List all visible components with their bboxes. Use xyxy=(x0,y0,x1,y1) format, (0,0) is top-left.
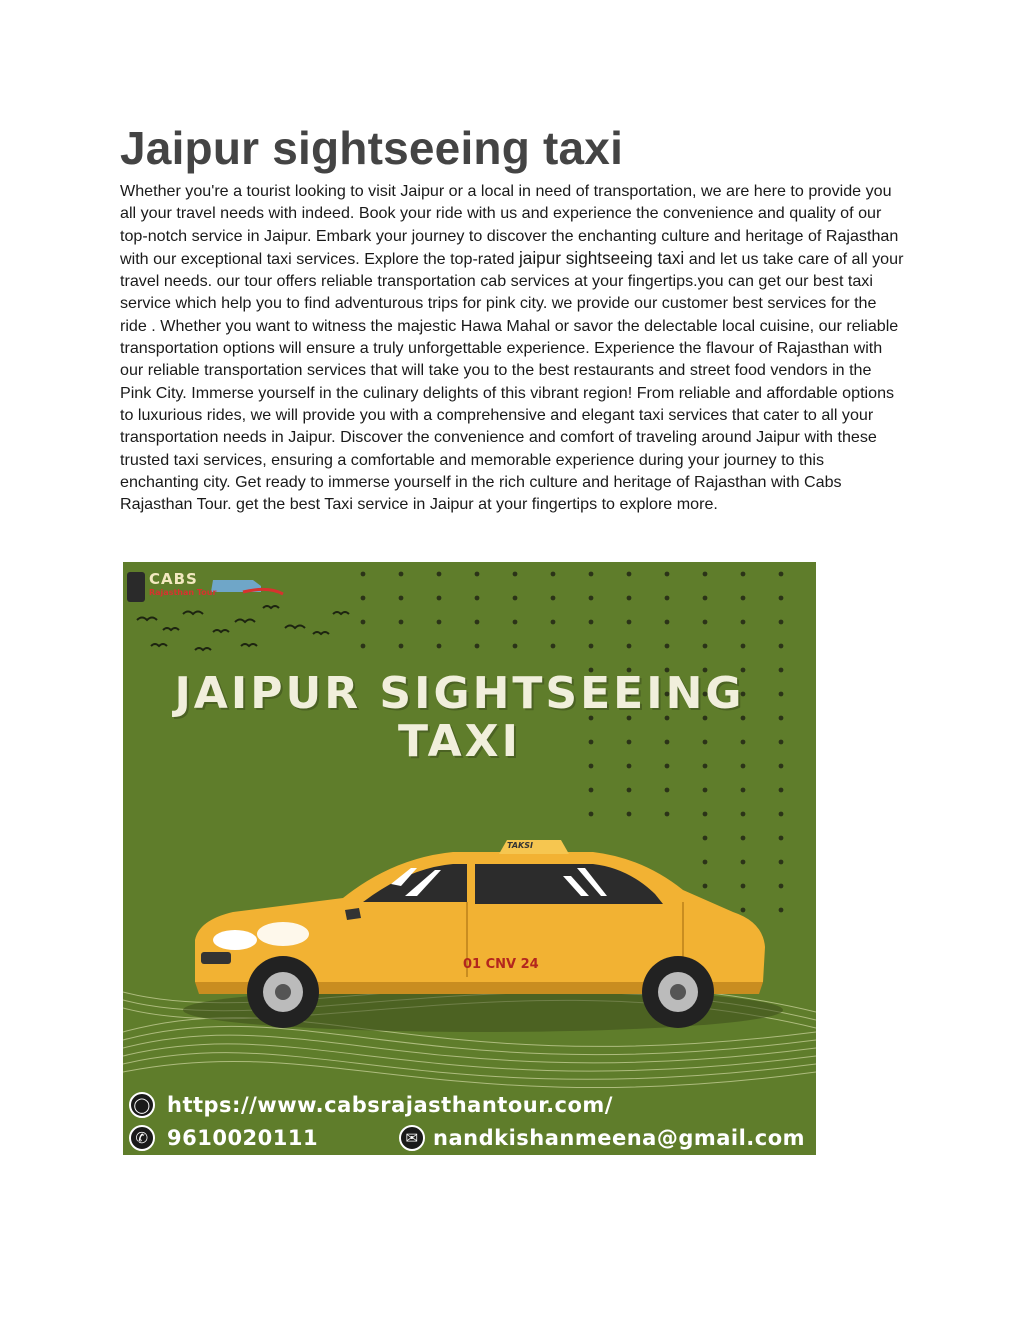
decor-dot xyxy=(589,644,594,649)
decor-dot xyxy=(741,836,746,841)
poster-logo-name: CABS xyxy=(149,570,198,588)
decor-dot xyxy=(665,644,670,649)
decor-dot xyxy=(703,836,708,841)
decor-dot xyxy=(475,572,480,577)
paragraph-text-start: Whether you're a tourist looking to visit Jaipur or a local in need of transportation, we are here to provide you all your travel needs with indeed. Book your ride with us and experience the convenience and quality of our top-notch service in Jaipur. Embark your journey to discover the enchanting culture and heritage of Rajasthan with our exceptional taxi services. Explore the top-rated xyxy=(120,182,899,268)
decor-dot xyxy=(779,860,784,865)
decor-dot xyxy=(779,596,784,601)
decor-dot xyxy=(475,644,480,649)
decor-dot xyxy=(437,644,442,649)
globe-icon: ◯ xyxy=(129,1092,155,1118)
decor-dot xyxy=(665,572,670,577)
decor-dot xyxy=(779,836,784,841)
poster-url: https://www.cabsrajasthantour.com/ xyxy=(167,1093,613,1117)
taxi-poster-image xyxy=(123,562,816,1155)
phone-icon: ✆ xyxy=(129,1125,155,1151)
poster-phone-row xyxy=(129,1125,318,1151)
decor-dot xyxy=(741,620,746,625)
poster-headline-line1: JAIPUR SIGHTSEEING xyxy=(174,668,745,719)
decor-dot xyxy=(589,596,594,601)
decor-dot xyxy=(741,884,746,889)
decor-dot xyxy=(665,788,670,793)
decor-dot xyxy=(399,572,404,577)
decor-dot xyxy=(741,596,746,601)
decor-dot xyxy=(551,596,556,601)
decor-dot xyxy=(779,884,784,889)
poster-email-row xyxy=(399,1125,805,1151)
poster-email: nandkishanmeena@gmail.com xyxy=(433,1126,806,1150)
decor-dot xyxy=(475,596,480,601)
decor-dot xyxy=(551,572,556,577)
paragraph-keyword: jaipur sightseeing taxi xyxy=(518,247,685,268)
decor-dot xyxy=(627,812,632,817)
decor-dot xyxy=(513,644,518,649)
decor-dot xyxy=(779,644,784,649)
mail-icon: ✉ xyxy=(399,1125,425,1151)
body-paragraph xyxy=(120,180,906,515)
decor-dot xyxy=(703,812,708,817)
decor-dot xyxy=(513,596,518,601)
decor-dot xyxy=(779,908,784,913)
decor-dot xyxy=(665,620,670,625)
poster-graphic xyxy=(123,562,816,1155)
decor-dot xyxy=(741,788,746,793)
decor-dot xyxy=(779,788,784,793)
decor-dot xyxy=(589,620,594,625)
decor-dot xyxy=(551,644,556,649)
decor-dot xyxy=(779,572,784,577)
poster-headline-line2: TAXI xyxy=(398,716,521,767)
decor-dot xyxy=(665,812,670,817)
decor-dot xyxy=(513,572,518,577)
decor-dot xyxy=(399,644,404,649)
decor-dot xyxy=(665,596,670,601)
taxi-plate-text: 01 CNV 24 xyxy=(463,957,539,972)
decor-dot xyxy=(627,644,632,649)
decor-dot xyxy=(399,596,404,601)
decor-dot xyxy=(627,620,632,625)
decor-dot xyxy=(361,644,366,649)
decor-dot xyxy=(627,596,632,601)
decor-dot xyxy=(589,788,594,793)
decor-dot xyxy=(703,572,708,577)
decor-dot xyxy=(589,572,594,577)
decor-dot xyxy=(361,596,366,601)
taxi-roof-sign: TAKSI xyxy=(507,841,533,850)
decor-dot xyxy=(703,788,708,793)
paragraph-text-end: and let us take care of all your travel needs. our tour offers reliable transportation cab services at your fingertips.you can get our best taxi service which help you to find adventurous trips for pink city. we provide our customer best services for the ride . Whether you want to witness the majestic Hawa Mahal or savor the delectable local cuisine, our reliable transportation options will ensure a truly unforgettable experience. Experience the flavour of Rajasthan with our reliable transportation services that will take you to the best restaurants and street food vendors in the Pink City. Immerse yourself in the culinary delights of this vibrant region! From reliable and affordable options to luxurious rides, we will provide you with a comprehensive and elegant taxi services that cater to all your transportation needs in Jaipur. Discover the convenience and comfort of traveling around Jaipur with these trusted taxi services, ensuring a comfortable and memorable experience during your journey to this enchanting city. Get ready to immerse yourself in the rich culture and heritage of Rajasthan with Cabs Rajasthan Tour. get the best Taxi service in Jaipur at your fingertips to explore more. xyxy=(120,249,904,514)
decor-dot xyxy=(551,620,556,625)
decor-dot xyxy=(475,620,480,625)
decor-dot xyxy=(589,812,594,817)
decor-dot xyxy=(399,620,404,625)
decor-dot xyxy=(703,596,708,601)
decor-dot xyxy=(703,644,708,649)
poster-url-row xyxy=(129,1092,613,1118)
decor-dot xyxy=(703,884,708,889)
decor-dot xyxy=(741,644,746,649)
decor-dot xyxy=(627,572,632,577)
decor-dot xyxy=(741,572,746,577)
decor-dot xyxy=(361,620,366,625)
decor-dot xyxy=(361,572,366,577)
decor-dot xyxy=(779,812,784,817)
decor-dot xyxy=(741,812,746,817)
decor-dot xyxy=(779,620,784,625)
poster-logo-tagline: Rajasthan Tour xyxy=(149,588,217,597)
decor-dot xyxy=(703,620,708,625)
birds-decoration xyxy=(137,606,349,650)
decor-dot xyxy=(741,860,746,865)
decor-dot xyxy=(513,620,518,625)
decor-dot xyxy=(437,620,442,625)
decor-dot xyxy=(627,788,632,793)
decor-dot xyxy=(741,908,746,913)
decor-dot xyxy=(703,860,708,865)
decor-dot xyxy=(437,572,442,577)
page-title: Jaipur sightseeing taxi xyxy=(120,122,624,174)
decor-dot xyxy=(437,596,442,601)
poster-phone: 9610020111 xyxy=(167,1126,319,1150)
